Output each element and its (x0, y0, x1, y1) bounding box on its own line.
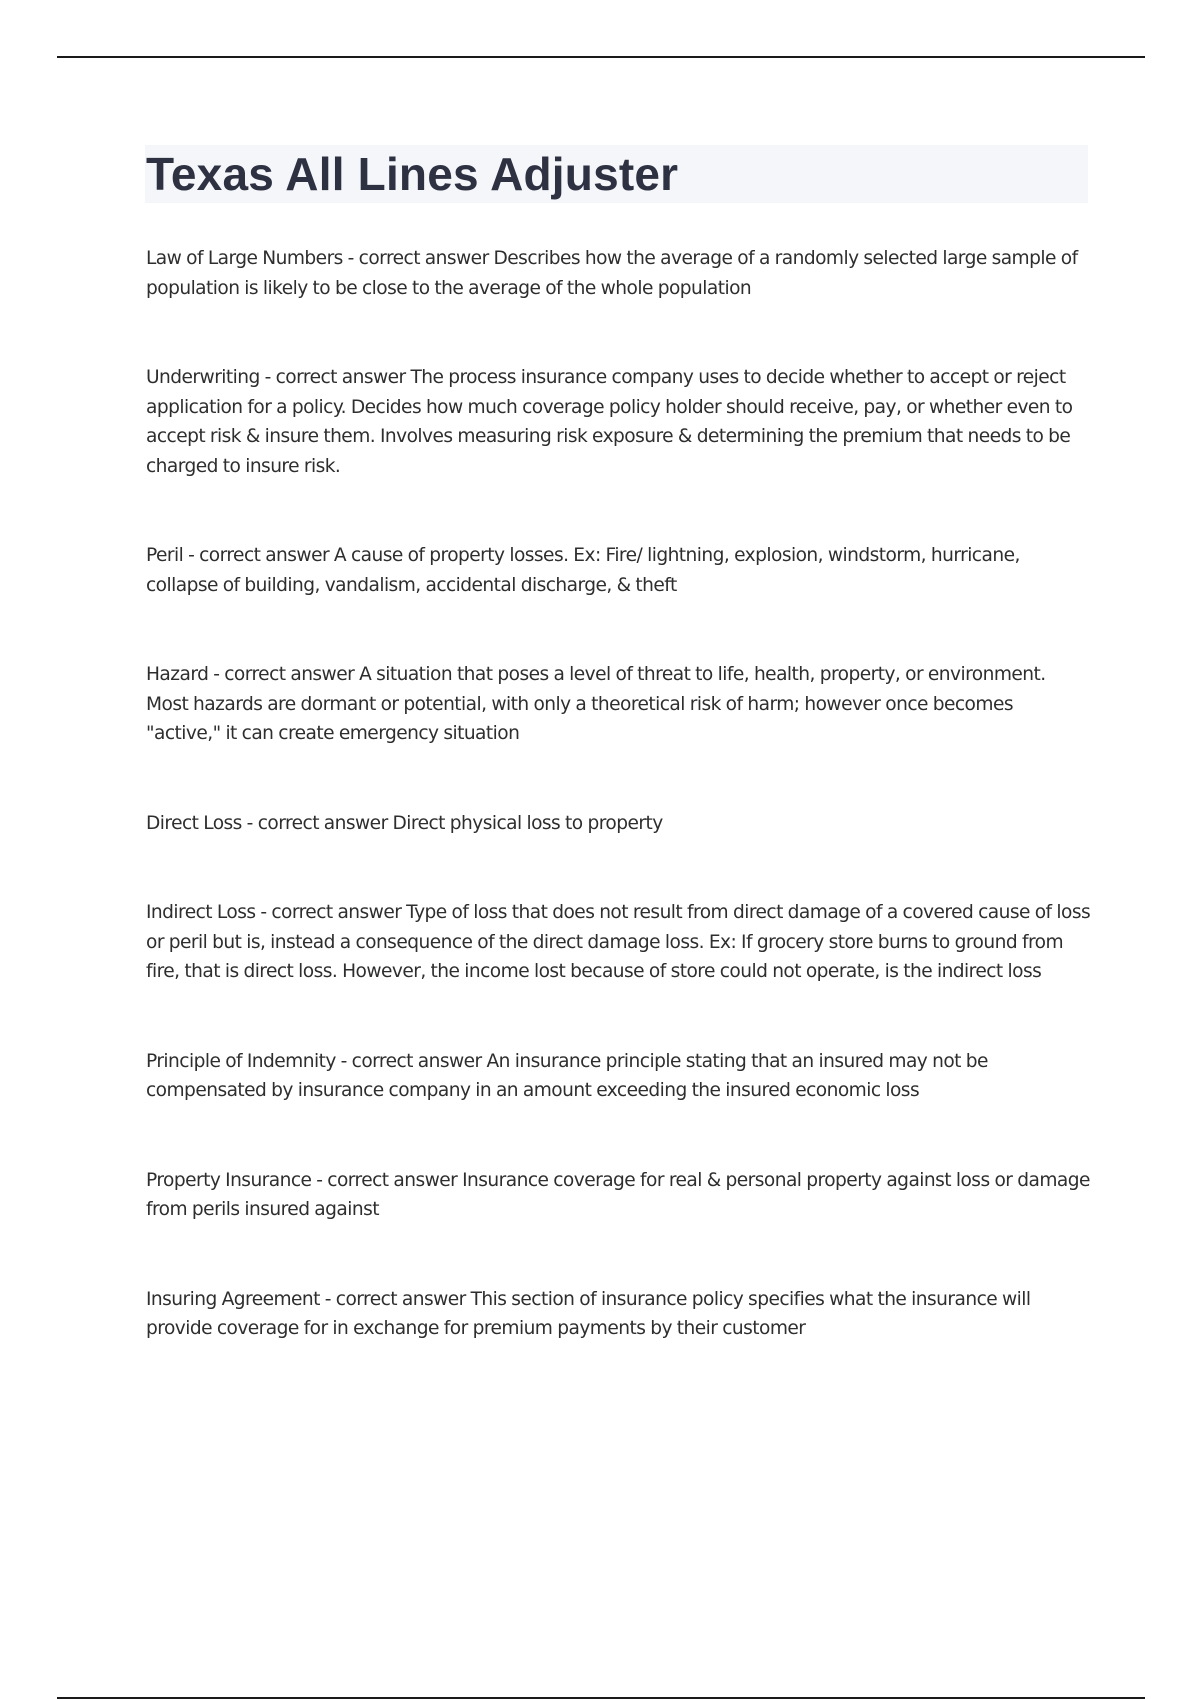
flashcard-entry: Property Insurance - correct answer Insurance coverage for real & personal property against loss or damage from perils insured against (146, 1169, 1090, 1220)
flashcard-entry: Indirect Loss - correct answer Type of loss that does not result from direct damage of a covered cause of loss or peril but is, instead a consequence of the direct damage loss. Ex: If grocery store burns to ground from fire, that is direct loss. However, the income lost because of store could not operate, is the indirect loss (146, 902, 1091, 982)
document-title: Texas All Lines Adjuster (146, 148, 679, 200)
flashcard-entry: Insuring Agreement - correct answer This section of insurance policy specifies what the insurance will provide coverage for in exchange for premium payments by their customer (146, 1288, 1031, 1339)
flashcard-entry: Principle of Indemnity - correct answer An insurance principle stating that an insured may not be compensated by insurance company in an amount exceeding the insured economic loss (146, 1050, 988, 1101)
top-divider (57, 56, 1145, 58)
flashcard-entry: Law of Large Numbers - correct answer Describes how the average of a randomly selected large sample of population is likely to be close to the average of the whole population (146, 248, 1078, 299)
bottom-divider (57, 1697, 1145, 1699)
flashcard-list (146, 244, 1091, 1404)
flashcard-entry: Hazard - correct answer A situation that poses a level of threat to life, health, property, or environment. Most hazards are dormant or potential, with only a theoretical risk of harm; however once becomes "active," it can create emergency situation (146, 664, 1046, 744)
flashcard-entry: Direct Loss - correct answer Direct physical loss to property (146, 812, 663, 834)
flashcard-entry: Underwriting - correct answer The process insurance company uses to decide whether to accept or reject application for a policy. Decides how much coverage policy holder should receive, pay, or whether even to accept risk & insure them. Involves measuring risk exposure & determining the premium that needs to be charged to insure risk. (146, 367, 1073, 477)
flashcard-entry: Peril - correct answer A cause of property losses. Ex: Fire/ lightning, explosion, windstorm, hurricane, collapse of building, vandalism, accidental discharge, & theft (146, 545, 1020, 596)
